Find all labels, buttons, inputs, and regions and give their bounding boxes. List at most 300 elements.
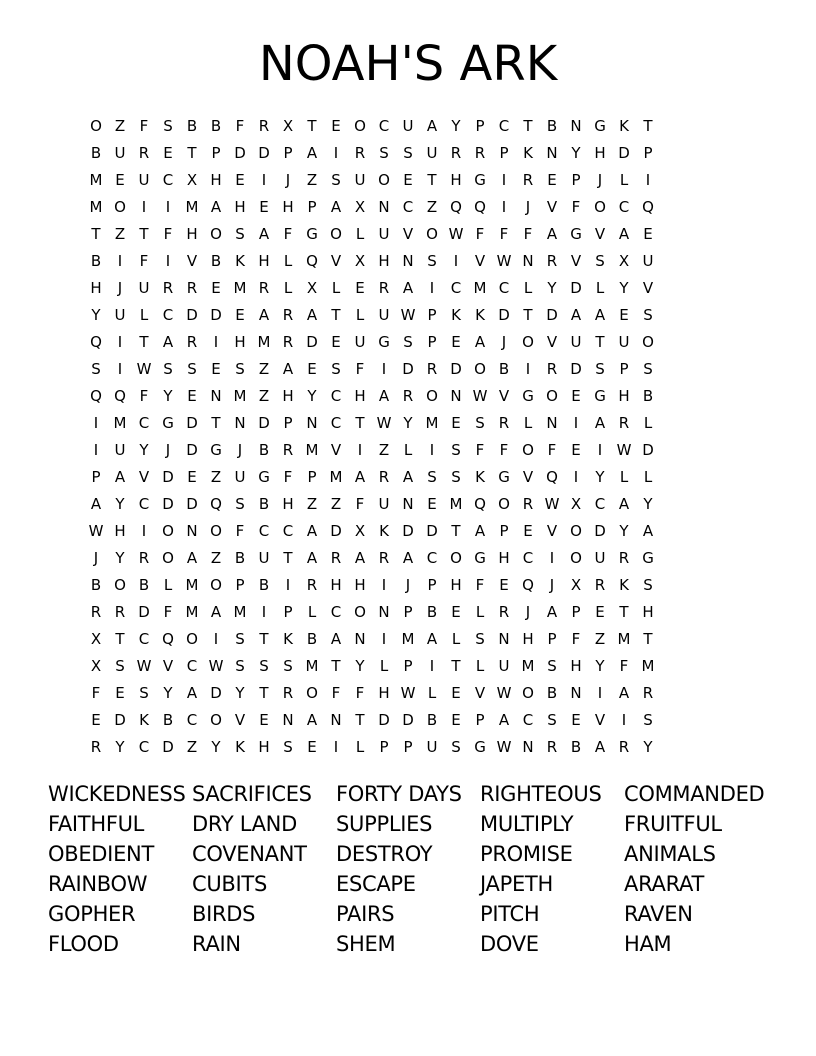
grid-letter[interactable]: P xyxy=(499,144,509,162)
grid-letter[interactable]: S xyxy=(595,360,605,378)
grid-letter[interactable]: D xyxy=(546,306,558,324)
grid-letter[interactable]: R xyxy=(450,144,462,162)
grid-letter[interactable]: C xyxy=(138,738,150,756)
grid-letter[interactable]: L xyxy=(139,306,149,324)
grid-letter[interactable]: E xyxy=(211,279,221,297)
grid-letter[interactable]: F xyxy=(331,684,341,702)
grid-letter[interactable]: E xyxy=(619,306,629,324)
grid-letter[interactable]: E xyxy=(187,387,197,405)
grid-letter[interactable]: U xyxy=(570,333,582,351)
grid-letter[interactable]: R xyxy=(378,279,390,297)
grid-letter[interactable]: D xyxy=(210,684,222,702)
grid-letter[interactable]: X xyxy=(186,171,198,189)
grid-letter[interactable]: A xyxy=(378,387,390,405)
grid-letter[interactable]: O xyxy=(426,387,438,405)
grid-letter[interactable]: C xyxy=(450,279,462,297)
grid-letter[interactable]: A xyxy=(618,225,630,243)
grid-letter[interactable]: K xyxy=(619,117,629,135)
grid-letter[interactable]: F xyxy=(475,576,485,594)
grid-letter[interactable]: E xyxy=(451,711,461,729)
grid-letter[interactable]: P xyxy=(307,198,317,216)
grid-letter[interactable]: S xyxy=(91,360,101,378)
grid-letter[interactable]: G xyxy=(306,225,318,243)
grid-letter[interactable]: T xyxy=(331,306,341,324)
grid-letter[interactable]: S xyxy=(427,252,437,270)
grid-letter[interactable]: H xyxy=(618,387,630,405)
grid-letter[interactable]: C xyxy=(402,198,414,216)
grid-letter[interactable]: K xyxy=(475,306,485,324)
grid-letter[interactable]: M xyxy=(185,576,199,594)
grid-letter[interactable]: A xyxy=(306,144,318,162)
grid-letter[interactable]: Z xyxy=(306,171,318,189)
grid-letter[interactable]: A xyxy=(186,549,198,567)
grid-letter[interactable]: B xyxy=(210,117,222,135)
grid-letter[interactable]: E xyxy=(163,144,173,162)
grid-letter[interactable]: H xyxy=(330,576,342,594)
grid-letter[interactable]: E xyxy=(355,279,365,297)
grid-letter[interactable]: Q xyxy=(90,333,102,351)
grid-letter[interactable]: U xyxy=(378,225,390,243)
grid-letter[interactable]: C xyxy=(378,117,390,135)
grid-letter[interactable]: C xyxy=(498,117,510,135)
grid-letter[interactable]: E xyxy=(187,468,197,486)
grid-letter[interactable]: G xyxy=(210,441,222,459)
grid-letter[interactable]: R xyxy=(306,576,318,594)
grid-letter[interactable]: H xyxy=(282,387,294,405)
grid-letter[interactable]: L xyxy=(307,603,317,621)
grid-letter[interactable]: I xyxy=(357,441,363,459)
grid-letter[interactable]: L xyxy=(355,306,365,324)
grid-letter[interactable]: Y xyxy=(163,684,173,702)
grid-letter[interactable]: B xyxy=(306,630,318,648)
grid-letter[interactable]: G xyxy=(258,468,270,486)
grid-letter[interactable]: R xyxy=(282,684,294,702)
grid-letter[interactable]: M xyxy=(425,414,439,432)
grid-letter[interactable]: V xyxy=(546,522,558,540)
grid-letter[interactable]: T xyxy=(427,171,437,189)
grid-letter[interactable]: O xyxy=(186,630,198,648)
grid-letter[interactable]: R xyxy=(546,252,558,270)
grid-letter[interactable]: A xyxy=(426,117,438,135)
grid-letter[interactable]: T xyxy=(451,522,461,540)
grid-letter[interactable]: R xyxy=(546,738,558,756)
grid-letter[interactable]: P xyxy=(475,711,485,729)
grid-letter[interactable]: M xyxy=(257,333,271,351)
grid-letter[interactable]: M xyxy=(185,603,199,621)
grid-letter[interactable]: M xyxy=(233,603,247,621)
grid-letter[interactable]: G xyxy=(522,387,534,405)
grid-letter[interactable]: J xyxy=(93,549,99,567)
grid-letter[interactable]: I xyxy=(429,279,435,297)
grid-letter[interactable]: A xyxy=(306,711,318,729)
grid-letter[interactable]: R xyxy=(282,441,294,459)
grid-letter[interactable]: Z xyxy=(306,495,318,513)
grid-letter[interactable]: H xyxy=(354,387,366,405)
grid-letter[interactable]: H xyxy=(450,576,462,594)
grid-letter[interactable]: I xyxy=(525,360,531,378)
grid-letter[interactable]: S xyxy=(643,576,653,594)
grid-letter[interactable]: K xyxy=(235,252,245,270)
grid-letter[interactable]: F xyxy=(355,360,365,378)
grid-letter[interactable]: R xyxy=(522,495,534,513)
grid-letter[interactable]: W xyxy=(496,252,512,270)
grid-letter[interactable]: I xyxy=(597,441,603,459)
grid-letter[interactable]: T xyxy=(259,630,269,648)
grid-letter[interactable]: Q xyxy=(114,387,126,405)
grid-letter[interactable]: H xyxy=(450,171,462,189)
grid-letter[interactable]: D xyxy=(186,495,198,513)
grid-letter[interactable]: W xyxy=(544,495,560,513)
grid-letter[interactable]: J xyxy=(405,576,411,594)
grid-letter[interactable]: Y xyxy=(403,414,413,432)
grid-letter[interactable]: H xyxy=(186,225,198,243)
grid-letter[interactable]: U xyxy=(378,306,390,324)
grid-letter[interactable]: Y xyxy=(115,495,125,513)
grid-letter[interactable]: H xyxy=(258,252,270,270)
grid-letter[interactable]: X xyxy=(354,522,366,540)
grid-letter[interactable]: X xyxy=(570,495,582,513)
grid-letter[interactable]: L xyxy=(475,657,485,675)
grid-letter[interactable]: T xyxy=(139,333,149,351)
grid-letter[interactable]: A xyxy=(546,603,558,621)
grid-letter[interactable]: G xyxy=(570,225,582,243)
grid-letter[interactable]: H xyxy=(282,198,294,216)
grid-letter[interactable]: H xyxy=(522,630,534,648)
grid-letter[interactable]: P xyxy=(475,117,485,135)
grid-letter[interactable]: B xyxy=(426,711,438,729)
grid-letter[interactable]: B xyxy=(162,711,174,729)
grid-letter[interactable]: K xyxy=(139,711,149,729)
grid-letter[interactable]: C xyxy=(330,414,342,432)
grid-letter[interactable]: I xyxy=(117,252,123,270)
grid-letter[interactable]: P xyxy=(619,360,629,378)
grid-letter[interactable]: W xyxy=(136,657,152,675)
grid-letter[interactable]: V xyxy=(546,333,558,351)
grid-letter[interactable]: T xyxy=(619,603,629,621)
grid-letter[interactable]: P xyxy=(283,144,293,162)
grid-letter[interactable]: S xyxy=(331,360,341,378)
grid-letter[interactable]: E xyxy=(259,198,269,216)
grid-letter[interactable]: L xyxy=(643,468,653,486)
grid-letter[interactable]: B xyxy=(258,495,270,513)
grid-letter[interactable]: F xyxy=(139,252,149,270)
grid-letter[interactable]: O xyxy=(450,549,462,567)
grid-letter[interactable]: W xyxy=(208,657,224,675)
grid-letter[interactable]: P xyxy=(307,468,317,486)
grid-letter[interactable]: S xyxy=(331,171,341,189)
grid-letter[interactable]: L xyxy=(331,279,341,297)
grid-letter[interactable]: U xyxy=(594,549,606,567)
grid-letter[interactable]: B xyxy=(546,117,558,135)
grid-letter[interactable]: U xyxy=(138,279,150,297)
grid-letter[interactable]: P xyxy=(547,630,557,648)
grid-letter[interactable]: A xyxy=(330,198,342,216)
grid-letter[interactable]: M xyxy=(89,171,103,189)
grid-letter[interactable]: R xyxy=(378,549,390,567)
grid-letter[interactable]: O xyxy=(210,522,222,540)
grid-letter[interactable]: S xyxy=(163,117,173,135)
grid-letter[interactable]: N xyxy=(378,198,390,216)
grid-letter[interactable]: Y xyxy=(595,657,605,675)
grid-letter[interactable]: D xyxy=(138,603,150,621)
grid-letter[interactable]: P xyxy=(403,657,413,675)
grid-letter[interactable]: S xyxy=(643,360,653,378)
grid-letter[interactable]: I xyxy=(621,711,627,729)
grid-letter[interactable]: L xyxy=(427,684,437,702)
grid-letter[interactable]: C xyxy=(330,603,342,621)
grid-letter[interactable]: F xyxy=(499,225,509,243)
grid-letter[interactable]: F xyxy=(547,441,557,459)
grid-letter[interactable]: W xyxy=(376,414,392,432)
grid-letter[interactable]: I xyxy=(213,630,219,648)
grid-letter[interactable]: H xyxy=(570,657,582,675)
grid-letter[interactable]: I xyxy=(93,441,99,459)
grid-letter[interactable]: D xyxy=(210,306,222,324)
grid-letter[interactable]: D xyxy=(618,144,630,162)
grid-letter[interactable]: J xyxy=(525,198,531,216)
grid-letter[interactable]: R xyxy=(138,549,150,567)
grid-letter[interactable]: T xyxy=(139,225,149,243)
grid-letter[interactable]: U xyxy=(378,495,390,513)
grid-letter[interactable]: Y xyxy=(115,549,125,567)
grid-letter[interactable]: O xyxy=(330,225,342,243)
grid-letter[interactable]: Q xyxy=(90,387,102,405)
grid-letter[interactable]: A xyxy=(354,549,366,567)
grid-letter[interactable]: L xyxy=(595,279,605,297)
grid-letter[interactable]: Y xyxy=(139,441,149,459)
grid-letter[interactable]: B xyxy=(426,603,438,621)
grid-letter[interactable]: O xyxy=(546,387,558,405)
grid-letter[interactable]: D xyxy=(114,711,126,729)
grid-letter[interactable]: A xyxy=(402,279,414,297)
grid-letter[interactable]: I xyxy=(117,360,123,378)
grid-letter[interactable]: S xyxy=(139,684,149,702)
grid-letter[interactable]: O xyxy=(90,117,102,135)
grid-letter[interactable]: I xyxy=(165,198,171,216)
grid-letter[interactable]: D xyxy=(642,441,654,459)
grid-letter[interactable]: N xyxy=(546,414,558,432)
grid-letter[interactable]: E xyxy=(571,387,581,405)
grid-letter[interactable]: P xyxy=(403,603,413,621)
grid-letter[interactable]: O xyxy=(570,549,582,567)
grid-letter[interactable]: U xyxy=(354,333,366,351)
grid-letter[interactable]: H xyxy=(378,684,390,702)
grid-letter[interactable]: K xyxy=(523,144,533,162)
grid-letter[interactable]: F xyxy=(571,198,581,216)
grid-letter[interactable]: O xyxy=(474,360,486,378)
grid-letter[interactable]: A xyxy=(330,630,342,648)
grid-letter[interactable]: R xyxy=(594,576,606,594)
grid-letter[interactable]: K xyxy=(619,576,629,594)
grid-letter[interactable]: I xyxy=(429,441,435,459)
grid-letter[interactable]: D xyxy=(402,522,414,540)
grid-letter[interactable]: R xyxy=(282,306,294,324)
grid-letter[interactable]: C xyxy=(522,711,534,729)
grid-letter[interactable]: D xyxy=(186,306,198,324)
grid-letter[interactable]: V xyxy=(498,387,510,405)
grid-letter[interactable]: A xyxy=(594,738,606,756)
grid-letter[interactable]: S xyxy=(379,144,389,162)
grid-letter[interactable]: D xyxy=(378,711,390,729)
grid-letter[interactable]: M xyxy=(401,630,415,648)
grid-letter[interactable]: T xyxy=(115,630,125,648)
grid-letter[interactable]: T xyxy=(643,630,653,648)
grid-letter[interactable]: Y xyxy=(307,387,317,405)
grid-letter[interactable]: U xyxy=(258,549,270,567)
grid-letter[interactable]: S xyxy=(547,657,557,675)
grid-letter[interactable]: C xyxy=(162,306,174,324)
grid-letter[interactable]: F xyxy=(139,387,149,405)
grid-letter[interactable]: V xyxy=(474,252,486,270)
grid-letter[interactable]: T xyxy=(523,306,533,324)
grid-letter[interactable]: Z xyxy=(426,198,438,216)
grid-letter[interactable]: O xyxy=(210,225,222,243)
grid-letter[interactable]: K xyxy=(379,522,389,540)
grid-letter[interactable]: B xyxy=(258,576,270,594)
grid-letter[interactable]: S xyxy=(451,468,461,486)
grid-letter[interactable]: D xyxy=(330,522,342,540)
grid-letter[interactable]: M xyxy=(113,414,127,432)
grid-letter[interactable]: L xyxy=(619,171,629,189)
grid-letter[interactable]: B xyxy=(186,117,198,135)
grid-letter[interactable]: E xyxy=(451,603,461,621)
grid-letter[interactable]: V xyxy=(594,225,606,243)
grid-letter[interactable]: C xyxy=(594,495,606,513)
grid-letter[interactable]: S xyxy=(235,657,245,675)
grid-letter[interactable]: U xyxy=(114,144,126,162)
grid-letter[interactable]: W xyxy=(448,225,464,243)
grid-letter[interactable]: G xyxy=(594,117,606,135)
grid-letter[interactable]: Y xyxy=(571,144,581,162)
grid-letter[interactable]: M xyxy=(305,657,319,675)
grid-letter[interactable]: L xyxy=(355,738,365,756)
grid-letter[interactable]: P xyxy=(427,306,437,324)
grid-letter[interactable]: F xyxy=(499,441,509,459)
grid-letter[interactable]: I xyxy=(141,522,147,540)
grid-letter[interactable]: V xyxy=(234,711,246,729)
grid-letter[interactable]: G xyxy=(474,549,486,567)
grid-letter[interactable]: J xyxy=(549,576,555,594)
grid-letter[interactable]: E xyxy=(643,225,653,243)
grid-letter[interactable]: A xyxy=(618,684,630,702)
grid-letter[interactable]: G xyxy=(378,333,390,351)
grid-letter[interactable]: Y xyxy=(643,738,653,756)
grid-letter[interactable]: Z xyxy=(330,495,342,513)
grid-letter[interactable]: F xyxy=(91,684,101,702)
grid-letter[interactable]: F xyxy=(235,117,245,135)
grid-letter[interactable]: I xyxy=(117,333,123,351)
grid-letter[interactable]: K xyxy=(283,630,293,648)
grid-letter[interactable]: B xyxy=(258,441,270,459)
grid-letter[interactable]: U xyxy=(642,252,654,270)
grid-letter[interactable]: P xyxy=(571,603,581,621)
grid-letter[interactable]: H xyxy=(354,576,366,594)
grid-letter[interactable]: M xyxy=(641,657,655,675)
grid-letter[interactable]: N xyxy=(306,414,318,432)
grid-letter[interactable]: I xyxy=(261,171,267,189)
grid-letter[interactable]: C xyxy=(162,171,174,189)
grid-letter[interactable]: E xyxy=(523,522,533,540)
grid-letter[interactable]: P xyxy=(643,144,653,162)
grid-letter[interactable]: S xyxy=(115,657,125,675)
grid-letter[interactable]: S xyxy=(475,630,485,648)
grid-letter[interactable]: N xyxy=(402,252,414,270)
grid-letter[interactable]: Q xyxy=(162,630,174,648)
grid-letter[interactable]: I xyxy=(141,198,147,216)
grid-letter[interactable]: J xyxy=(501,333,507,351)
grid-letter[interactable]: N xyxy=(522,252,534,270)
grid-letter[interactable]: R xyxy=(522,171,534,189)
grid-letter[interactable]: C xyxy=(258,522,270,540)
grid-letter[interactable]: Y xyxy=(595,468,605,486)
grid-letter[interactable]: Z xyxy=(114,117,126,135)
grid-letter[interactable]: V xyxy=(186,252,198,270)
grid-letter[interactable]: S xyxy=(235,225,245,243)
grid-letter[interactable]: C xyxy=(426,549,438,567)
grid-letter[interactable]: R xyxy=(282,333,294,351)
grid-letter[interactable]: L xyxy=(355,225,365,243)
grid-letter[interactable]: U xyxy=(426,738,438,756)
grid-letter[interactable]: V xyxy=(594,711,606,729)
grid-letter[interactable]: U xyxy=(426,144,438,162)
grid-letter[interactable]: B xyxy=(90,144,102,162)
grid-letter[interactable]: V xyxy=(330,441,342,459)
grid-letter[interactable]: W xyxy=(616,441,632,459)
grid-letter[interactable]: E xyxy=(403,171,413,189)
grid-letter[interactable]: R xyxy=(402,387,414,405)
grid-letter[interactable]: R xyxy=(138,144,150,162)
grid-letter[interactable]: W xyxy=(88,522,104,540)
grid-letter[interactable]: V xyxy=(330,252,342,270)
grid-letter[interactable]: R xyxy=(546,360,558,378)
grid-letter[interactable]: J xyxy=(285,171,291,189)
grid-letter[interactable]: C xyxy=(282,522,294,540)
grid-letter[interactable]: O xyxy=(210,711,222,729)
grid-letter[interactable]: G xyxy=(642,549,654,567)
grid-letter[interactable]: T xyxy=(355,414,365,432)
grid-letter[interactable]: O xyxy=(162,522,174,540)
grid-letter[interactable]: I xyxy=(285,576,291,594)
grid-letter[interactable]: E xyxy=(307,360,317,378)
grid-letter[interactable]: F xyxy=(283,225,293,243)
grid-letter[interactable]: F xyxy=(163,603,173,621)
grid-letter[interactable]: D xyxy=(594,522,606,540)
grid-letter[interactable]: D xyxy=(306,333,318,351)
grid-letter[interactable]: X xyxy=(570,576,582,594)
grid-letter[interactable]: V xyxy=(642,279,654,297)
grid-letter[interactable]: H xyxy=(594,144,606,162)
grid-letter[interactable]: P xyxy=(499,522,509,540)
grid-letter[interactable]: H xyxy=(498,549,510,567)
grid-letter[interactable]: R xyxy=(162,279,174,297)
grid-letter[interactable]: D xyxy=(162,495,174,513)
grid-letter[interactable]: O xyxy=(210,576,222,594)
grid-letter[interactable]: Y xyxy=(235,684,245,702)
grid-letter[interactable]: R xyxy=(90,603,102,621)
grid-letter[interactable]: E xyxy=(451,333,461,351)
grid-letter[interactable]: N xyxy=(354,630,366,648)
grid-letter[interactable]: N xyxy=(330,711,342,729)
grid-letter[interactable]: D xyxy=(570,279,582,297)
grid-letter[interactable]: O xyxy=(642,333,654,351)
grid-letter[interactable]: N xyxy=(402,495,414,513)
grid-letter[interactable]: E xyxy=(451,414,461,432)
grid-letter[interactable]: I xyxy=(333,144,339,162)
grid-letter[interactable]: X xyxy=(90,630,102,648)
grid-letter[interactable]: A xyxy=(306,306,318,324)
grid-letter[interactable]: H xyxy=(282,495,294,513)
grid-letter[interactable]: K xyxy=(451,306,461,324)
